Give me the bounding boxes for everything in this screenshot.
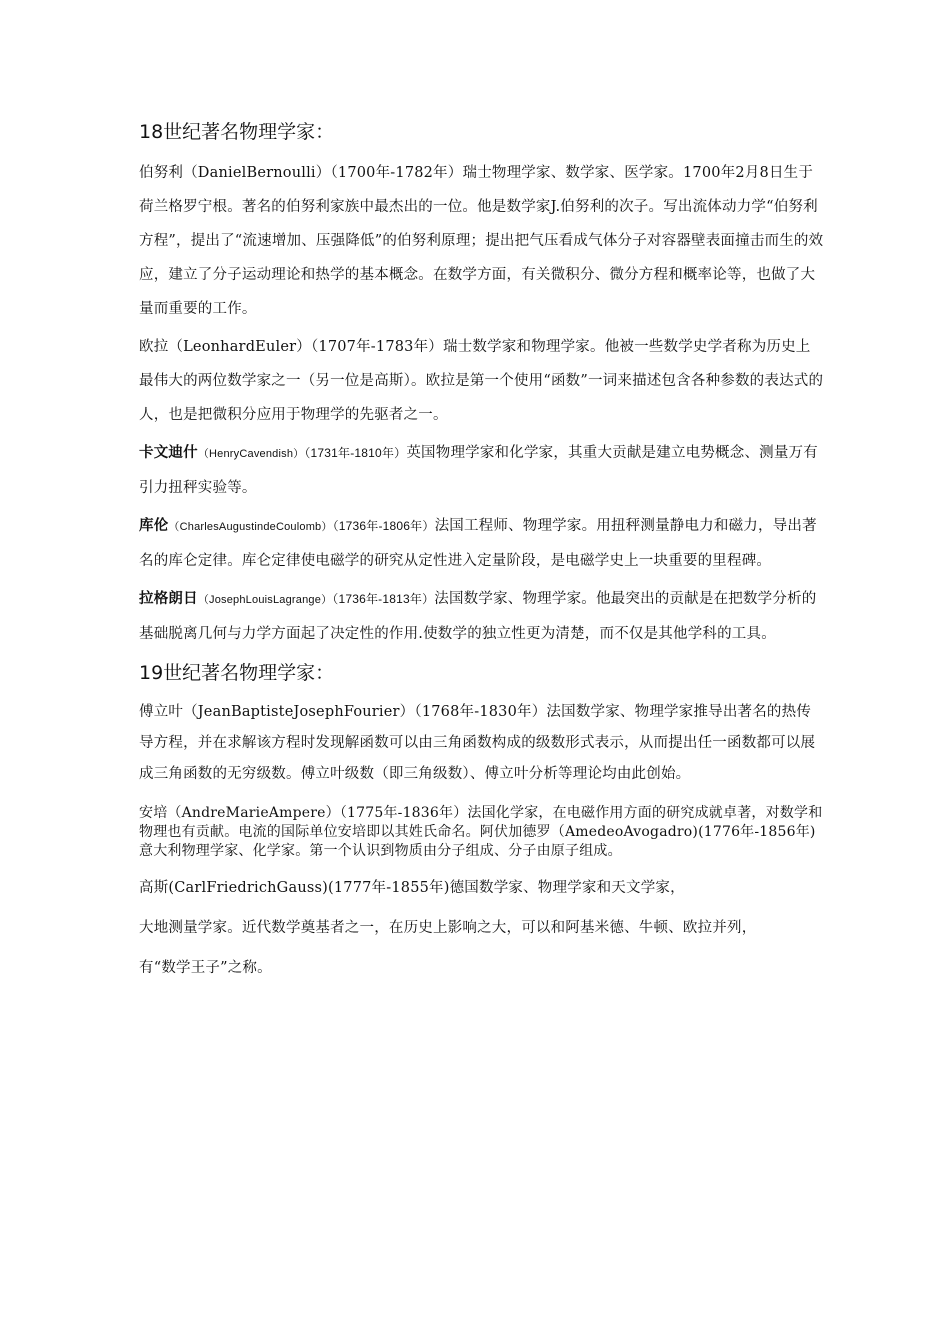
coulomb-years: （1736年-1806年） [332,519,435,533]
bernoulli-paragraph: 伯努利（DanielBernoulli）（1700年-1782年）瑞士物理学家、数学家、医学家。1700年2月8日生于荷兰格罗宁根。著名的伯努利家族中最杰出的一位。他是数学家J.伯努利的次子。写出流体动力学“伯努利方程”，提出了“流速增加、压强降低”的伯努利原理；提出把气压看成气体分子对容器壁表面撞击而生的效应，建立了分子运动理论和热学的基本概念。在数学方面，有关微积分、微分方程和概率论等，也做了大量而重要的工作。 [139,165,824,317]
lagrange-name: 拉格朗日 [139,591,198,607]
gauss-paragraph-line1: 高斯(CarlFriedrichGauss)(1777年-1855年)德国数学家、物理学家和天文学家， [139,880,685,896]
lagrange-years: （1736年-1813年） [332,592,435,606]
fourier-paragraph: 傅立叶（JeanBaptisteJosephFourier）（1768年-1830年）法国数学家、物理学家推导出著名的热传导方程，并在求解该方程时发现解函数可以由三角函数构成的级数形式表示，从而提出任一函数都可以展成三角函数的无穷级数。傅立叶级数（即三角级数）、傅立叶分析等理论均由此创始。 [139,704,816,782]
document-page [139,116,825,985]
coulomb-text: 法国工程师、物理学家。用扭秤测量静电力和磁力，导出著名的库仑定律。库仑定律使电磁学的研究从定性进入定量阶段，是电磁学史上一块重要的里程碑。 [139,518,817,569]
coulomb-paragraph [139,509,825,578]
cavendish-paragraph [139,436,825,505]
euler-paragraph: 欧拉（LeonhardEuler）（1707年-1783年）瑞士数学家和物理学家。他被一些数学史学者称为历史上最伟大的两位数学家之一（另一位是高斯）。欧拉是第一个使用“函数”一词来描述包含各种参数的表达式的人，也是把微积分应用于物理学的先驱者之一。 [139,339,824,423]
gauss-paragraph-line3: 有“数学王子”之称。 [139,960,272,976]
lagrange-latin-name: （JosephLouisLagrange） [197,594,333,606]
cavendish-name: 卡文迪什 [139,445,198,461]
ampere-paragraph: 安培（AndreMarieAmpere）（1775年-1836年）法国化学家，在电磁作用方面的研究成就卓著，对数学和物理也有贡献。电流的国际单位安培即以其姓氏命名。阿伏加德罗（AmedeoAvogadro)(1776年-1856年)意大利物理学家、化学家。第一个认识到物质由分子组成、分子由原子组成。 [139,805,823,859]
cavendish-text: 英国物理学家和化学家，其重大贡献是建立电势概念、测量万有引力扭秤实验等。 [139,445,818,496]
gauss-paragraph-line2: 大地测量学家。近代数学奠基者之一，在历史上影响之大，可以和阿基米德、牛顿、欧拉并列， [139,920,757,936]
cavendish-latin-name: （HenryCavendish） [197,448,305,460]
lagrange-paragraph [139,582,825,651]
coulomb-name: 库伦 [139,518,169,534]
section-18-heading: 18世纪著名物理学家： [139,121,335,143]
cavendish-years: （1731年-1810年） [304,446,407,460]
coulomb-latin-name: （CharlesAugustindeCoulomb） [168,521,333,533]
lagrange-text: 法国数学家、物理学家。他最突出的贡献是在把数学分析的基础脱离几何与力学方面起了决定性的作用.使数学的独立性更为清楚，而不仅是其他学科的工具。 [139,591,817,642]
section-19-heading: 19世纪著名物理学家： [139,662,335,684]
